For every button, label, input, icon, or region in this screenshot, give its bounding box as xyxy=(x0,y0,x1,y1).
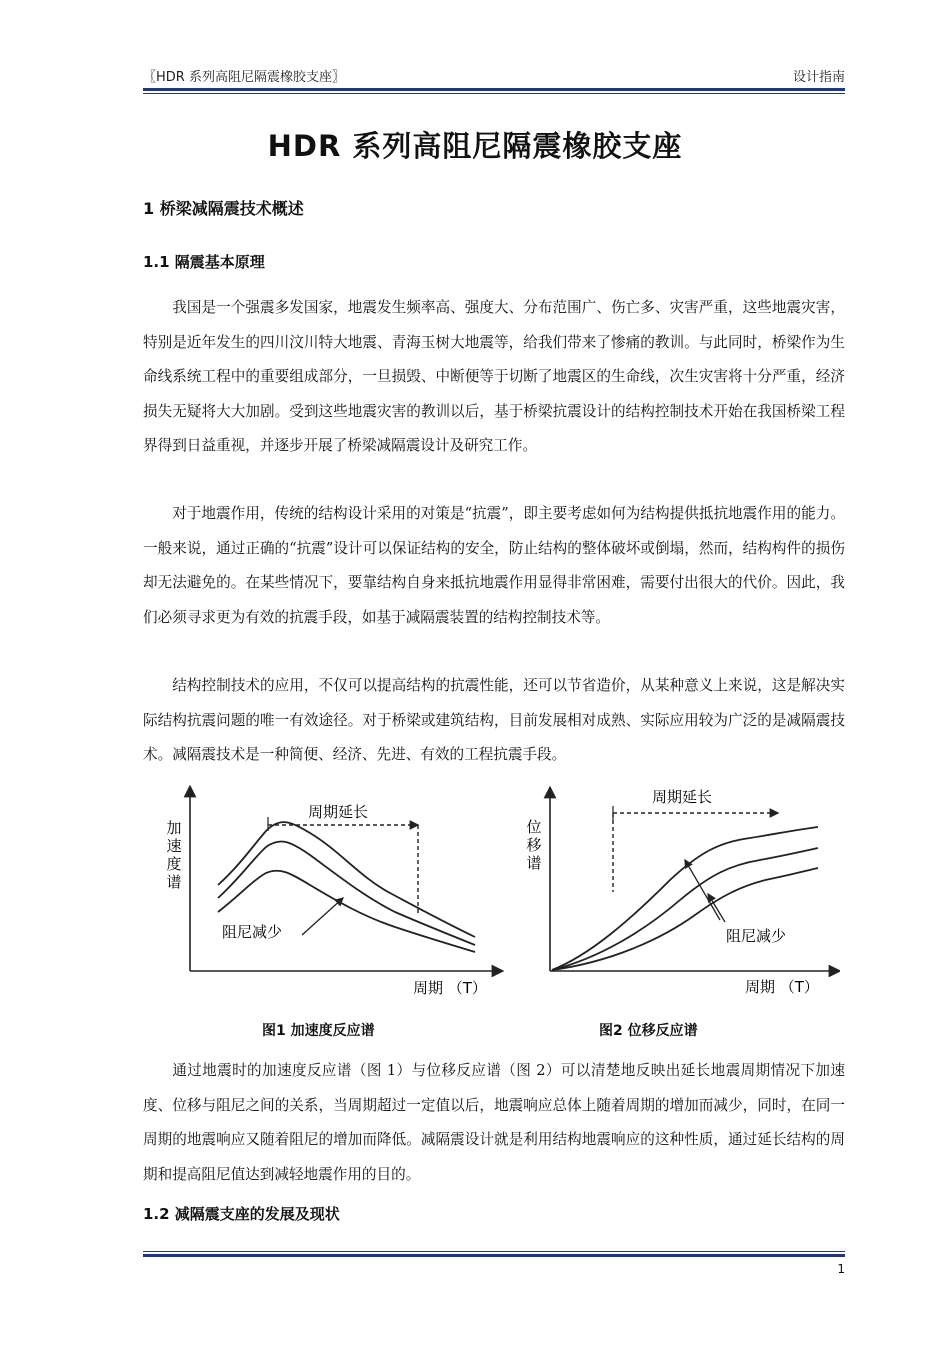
section-heading-1: 1 桥梁减隔震技术概述 xyxy=(143,199,304,218)
y-axis-label xyxy=(526,818,541,872)
svg-text:度: 度 xyxy=(166,855,182,873)
damping-arrow-upper xyxy=(685,860,720,920)
section-heading-1-2: 1.2 减隔震支座的发展及现状 xyxy=(143,1205,340,1223)
curve-high-damping xyxy=(552,868,818,970)
figure-1-caption: 图1 加速度反应谱 xyxy=(262,1023,375,1039)
footer-rule-thick xyxy=(143,1254,845,1257)
header-rule-thick xyxy=(143,88,845,91)
paragraph-4: 通过地震时的加速度反应谱（图 1）与位移反应谱（图 2）可以清楚地反映出延长地震周期情况下加速度、位移与阻尼之间的关系，当周期超过一定值以后，地震响应总体上随着周期的增加而减少，同时，在同一周期的地震响应又随着阻尼的增加而降低。减隔震设计就是利用结构地震响应的这种性质，通过延长结构的周期和提高阻尼值达到减轻地震作用的目的。 xyxy=(143,1062,845,1183)
section-heading-1-1: 1.1 隔震基本原理 xyxy=(143,253,265,271)
svg-text:加: 加 xyxy=(166,819,182,837)
damping-arrow xyxy=(302,898,343,935)
damping-label: 阻尼减少 xyxy=(726,927,787,945)
svg-text:谱: 谱 xyxy=(166,873,182,891)
curve-low-damping xyxy=(552,827,818,970)
page-number: 1 xyxy=(837,1262,845,1276)
footer-rule-thin xyxy=(143,1251,845,1252)
paragraph-3: 结构控制技术的应用，不仅可以提高结构的抗震性能，还可以节省造价，从某种意义上来说，这是解决实际结构抗震问题的唯一有效途径。对于桥梁或建筑结构，目前发展相对成熟、实际应用较为广泛的是减隔震技术。减隔震技术是一种简便、经济、先进、有效的工程抗震手段。 xyxy=(143,677,845,763)
x-axis-label: 周期 （T） xyxy=(745,978,819,996)
svg-text:谱: 谱 xyxy=(526,854,542,872)
svg-text:速: 速 xyxy=(166,837,182,855)
period-extension-label: 周期延长 xyxy=(308,803,369,821)
figure-displacement-spectrum xyxy=(520,780,840,1005)
paragraph-2: 对于地震作用，传统的结构设计采用的对策是“抗震”，即主要考虑如何为结构提供抵抗地震作用的能力。一般来说，通过正确的“抗震”设计可以保证结构的安全，防止结构的整体破坏或倒塌，然而，结构构件的损伤却无法避免的。在某些情况下，要靠结构自身来抵抗地震作用显得非常困难，需要付出很大的代价。因此，我们必须寻求更为有效的抗震手段，如基于减隔震装置的结构控制技术等。 xyxy=(143,505,845,626)
period-extension-label: 周期延长 xyxy=(652,788,713,806)
figure-acceleration-spectrum xyxy=(160,785,505,1005)
svg-text:移: 移 xyxy=(526,836,542,854)
damping-label: 阻尼减少 xyxy=(222,923,283,941)
header-section-name: 设计指南 xyxy=(792,70,845,85)
document-title: HDR 系列高阻尼隔震橡胶支座 xyxy=(267,129,683,163)
svg-text:位: 位 xyxy=(526,818,542,836)
header-doc-name: 〖HDR 系列高阻尼隔震橡胶支座〗 xyxy=(143,70,345,85)
y-axis-label xyxy=(166,819,181,891)
x-axis-label: 周期 （T） xyxy=(413,979,487,997)
figure-2-caption: 图2 位移反应谱 xyxy=(599,1023,698,1039)
page-header xyxy=(143,66,845,86)
header-rule-thin xyxy=(143,93,845,94)
paragraph-1: 我国是一个强震多发国家，地震发生频率高、强度大、分布范围广、伤亡多、灾害严重，这些地震灾害，特别是近年发生的四川汶川特大地震、青海玉树大地震等，给我们带来了惨痛的教训。与此同时，桥梁作为生命线系统工程中的重要组成部分，一旦损毁、中断便等于切断了地震区的生命线，次生灾害将十分严重，经济损失无疑将大大加剧。受到这些地震灾害的教训以后，基于桥梁抗震设计的结构控制技术开始在我国桥梁工程界得到日益重视，并逐步开展了桥梁减隔震设计及研究工作。 xyxy=(143,299,845,454)
